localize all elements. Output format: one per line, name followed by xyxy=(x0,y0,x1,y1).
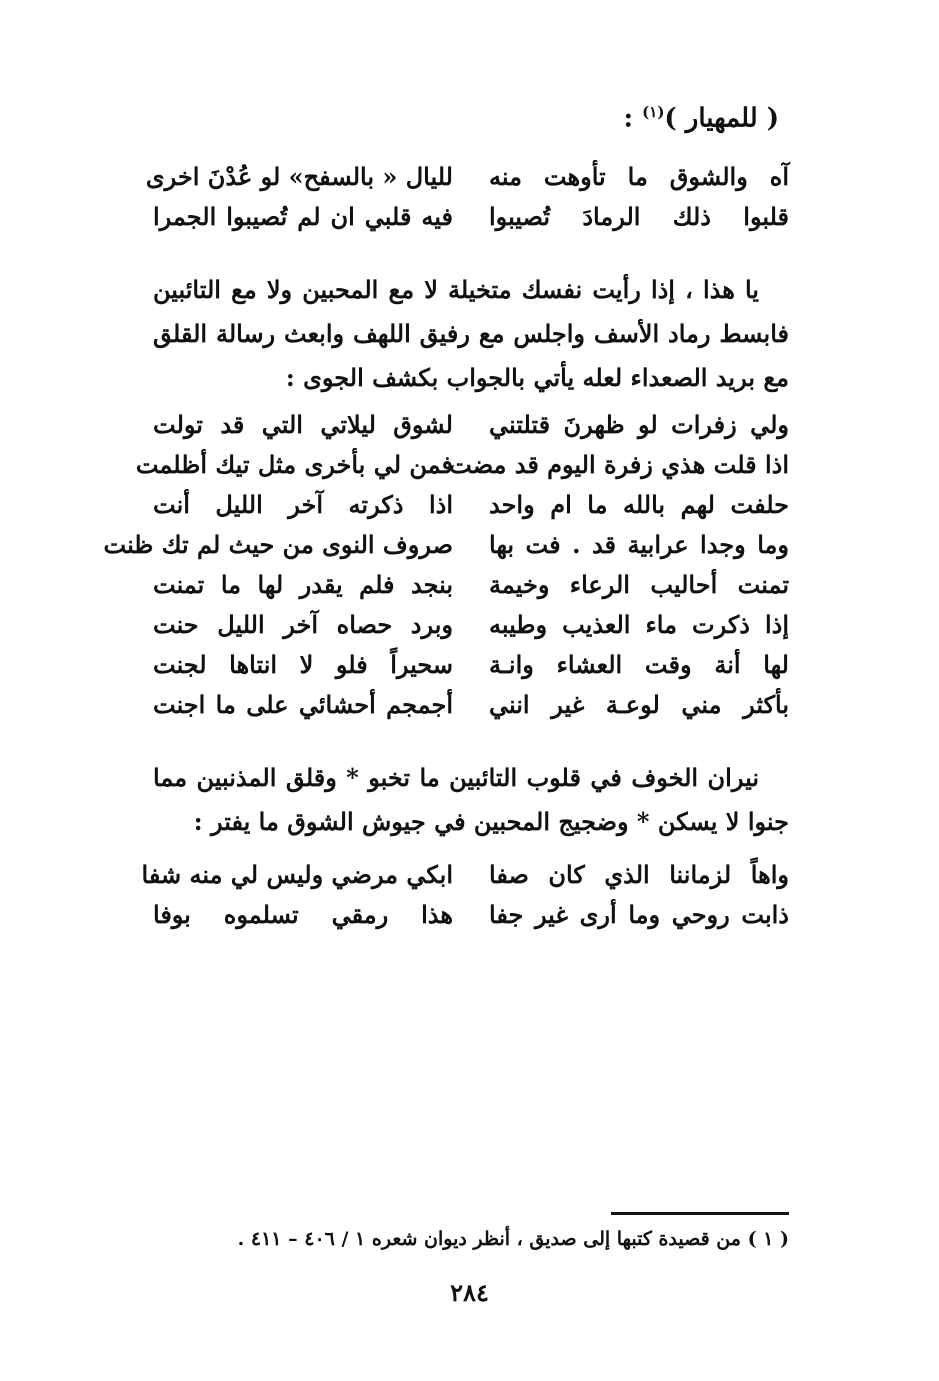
footnote-divider xyxy=(611,1212,789,1215)
verse-row xyxy=(153,485,789,525)
prose-text: نيران الخوف في قلوب التائبين ما تخبو * وقلق المذنبين مما جنوا لا يسكن * وضجيج المحبين في جيوش الشوق ما يفتر : xyxy=(153,763,789,836)
verse-first-half: وما وجدا عرابية قد . فت بها xyxy=(489,530,789,559)
prose-paragraph-2 xyxy=(153,756,789,844)
verse-first-half: تمنت أحاليب الرعاء وخيمة xyxy=(489,570,789,599)
prose-paragraph-1 xyxy=(153,268,789,400)
verse-row xyxy=(153,405,789,445)
verse-first-half: واهاً لزماننا الذي كان صفا xyxy=(489,860,789,889)
verse-first-half: اذا قلت هذي زفرة اليوم قد مضت xyxy=(449,450,789,479)
verse-second-half: أجمجم أحشائي على ما اجنت xyxy=(153,690,453,719)
footnote-marker: (١) xyxy=(642,103,665,121)
verse-first-half: آه والشوق ما تأوهت منه xyxy=(489,162,789,191)
verse-second-half: وبرد حصاه آخر الليل حنت xyxy=(153,610,453,639)
verse-row xyxy=(103,525,789,565)
verse-second-half: سحيراً فلو لا انتاها لجنت xyxy=(153,650,453,679)
verse-first-half: قلبوا ذلك الرمادَ تُصيبوا xyxy=(489,202,789,231)
verse-second-half: ابكي مرضي وليس لي منه شفا xyxy=(141,860,453,889)
verse-first-half: ذابت روحي وما أرى غير جفا xyxy=(489,900,789,929)
footnote: ( ١ ) من قصيدة كتبها إلى صديق ، أنظر ديوان شعره ١ / ٤٠٦ – ٤١١ . xyxy=(237,1228,789,1250)
verse-second-half: فيه قلبي ان لم تُصيبوا الجمرا xyxy=(153,202,453,231)
verse-row xyxy=(141,855,789,895)
verse-row xyxy=(135,445,789,485)
verse-block-3 xyxy=(141,855,789,935)
verse-row xyxy=(145,157,789,197)
verse-second-half: لليال « بالسفح» لو عُدْنَ اخرى xyxy=(145,162,453,191)
verse-second-half: فمن لي بأخرى مثل تيك أظلمت xyxy=(135,450,453,479)
verse-row xyxy=(153,605,789,645)
verse-block-1 xyxy=(145,157,789,237)
verse-second-half: صروف النوى من حيث لم تك ظنت xyxy=(103,530,453,559)
verse-block-2 xyxy=(103,405,789,725)
attribution-colon: : xyxy=(623,103,634,134)
verse-row xyxy=(153,565,789,605)
verse-second-half: اذا ذكرته آخر الليل أنت xyxy=(153,490,453,519)
verse-first-half: ولي زفرات لو ظهرنَ قتلتني xyxy=(489,410,789,439)
verse-row xyxy=(153,685,789,725)
verse-second-half: لشوق ليلاتي التي قد تولت xyxy=(153,410,453,439)
verse-first-half: بأكثر مني لوعـة غير انني xyxy=(489,690,789,719)
attribution-text: ( للمهيار ) xyxy=(664,103,779,134)
prose-text: يا هذا ، إذا رأيت نفسك متخيلة لا مع المحبين ولا مع التائبين فابسط رماد الأسف واجلس مع رفيق اللهف وابعث رسالة القلق مع بريد الصعداء لعله يأتي بالجواب بكشف الجوى : xyxy=(153,275,789,392)
verse-first-half: لها أنة وقت العشاء وانـة xyxy=(489,650,789,679)
verse-row xyxy=(153,895,789,935)
verse-row xyxy=(153,197,789,237)
verse-second-half: هذا رمقي تسلموه بوفا xyxy=(153,900,453,929)
verse-second-half: بنجد فلم يقدر لها ما تمنت xyxy=(153,570,453,599)
verse-row xyxy=(153,645,789,685)
verse-first-half: حلفت لهم بالله ما ام واحد xyxy=(489,490,789,519)
verse-first-half: إذا ذكرت ماء العذيب وطيبه xyxy=(489,610,789,639)
page-number: ٢٨٤ xyxy=(450,1278,489,1307)
poet-attribution xyxy=(623,103,779,134)
